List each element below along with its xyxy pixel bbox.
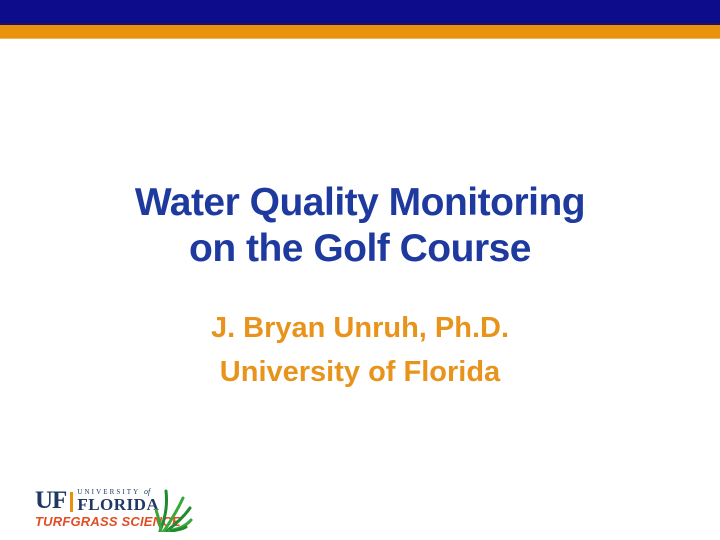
uf-turfgrass-logo [35,488,185,534]
title-line-1: Water Quality Monitoring [134,181,586,224]
logo-tagline: TURFGRASS SCIENCE [35,514,181,529]
logo-florida-text: FLORIDA [77,495,160,514]
uf-monogram: UF [35,487,67,514]
slide-title [0,180,720,272]
grass-blades-icon [155,486,193,532]
slide-subtitle [0,306,720,394]
title-line-2: on the Golf Course [189,227,531,270]
university-of-florida-wordmark [77,488,159,513]
subtitle-author: J. Bryan Unruh, Ph.D. [210,312,510,344]
logo-divider-bar [70,492,73,512]
logo-university-text: UNIVERSITY [77,488,141,496]
logo-of-text: of [143,487,151,496]
top-navy-bar [0,0,720,25]
top-orange-bar [0,25,720,39]
subtitle-affiliation: University of Florida [219,356,501,388]
